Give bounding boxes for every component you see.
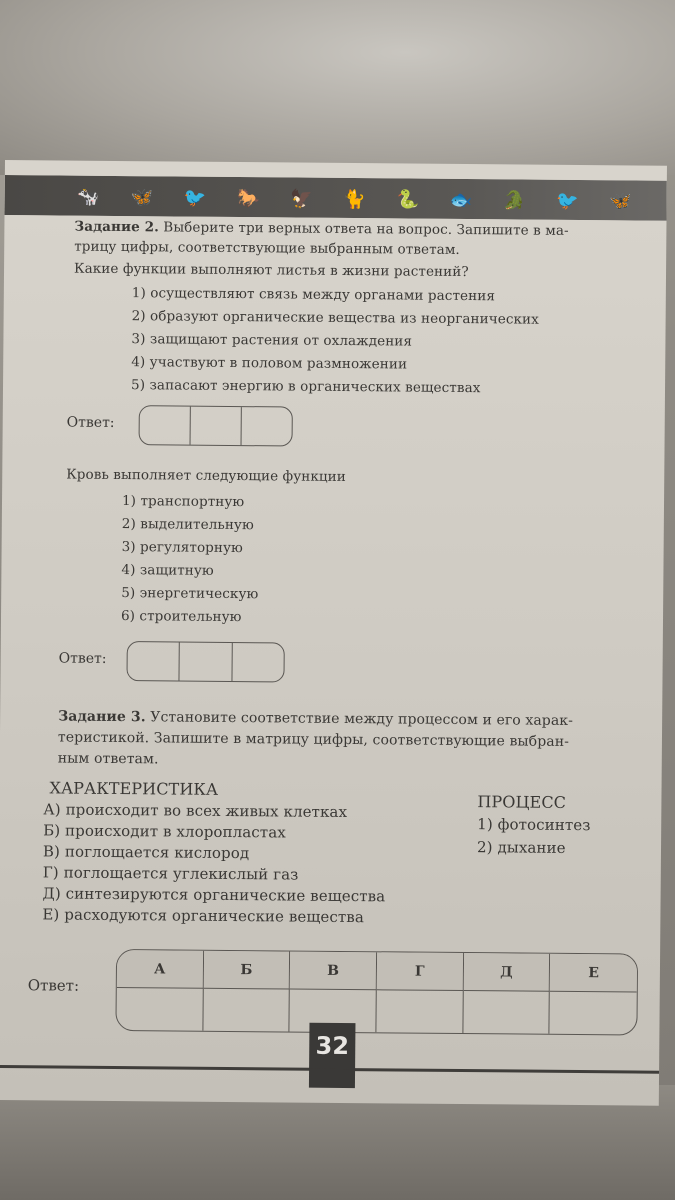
characteristic-b: Б) происходит в хлоропластах <box>43 821 286 842</box>
answer-cell-a[interactable] <box>116 988 203 1031</box>
answer-matrix-leaves[interactable] <box>139 405 293 446</box>
answer-label-task3: Ответ: <box>27 976 80 995</box>
answer-cell[interactable] <box>242 407 292 445</box>
answer-cell[interactable] <box>232 643 284 681</box>
butterfly-icon: 🦋 <box>130 186 154 208</box>
leaves-option-4: 4) участвуют в половом размножении <box>131 354 408 373</box>
blood-option-6: 6) строительную <box>120 608 242 626</box>
leaves-option-5: 5) запасают энергию в органических веществах <box>130 377 481 397</box>
answer-cell[interactable] <box>127 642 180 680</box>
page-content <box>0 160 667 1106</box>
blood-option-5: 5) энергетическую <box>121 585 259 603</box>
page-number-tab <box>309 1068 355 1088</box>
table-header-b: Б <box>203 951 290 990</box>
characteristic-e: Е) расходуются органические вещества <box>42 905 365 927</box>
answer-cell-b[interactable] <box>203 989 290 1032</box>
table-header-a: А <box>117 950 204 989</box>
fish-icon: 🐟 <box>449 189 473 211</box>
blood-option-4: 4) защитную <box>121 562 214 579</box>
task2-label: Задание 2. <box>74 218 160 236</box>
cow-icon: 🐄 <box>77 186 100 208</box>
background-fabric-top <box>0 0 675 175</box>
answer-table-task3 <box>115 949 638 1036</box>
task2-question-leaves: Какие функции выполняют листья в жизни растений? <box>73 260 469 281</box>
process-2: 2) дыхание <box>476 838 566 857</box>
blood-option-3: 3) регуляторную <box>121 539 244 557</box>
characteristic-d: Д) синтезируются органические вещества <box>42 884 386 906</box>
task2-question-blood: Кровь выполняет следующие функции <box>66 466 346 485</box>
characteristic-title: ХАРАКТЕРИСТИКА <box>49 778 219 799</box>
process-1: 1) фотосинтез <box>477 815 591 835</box>
characteristic-v: В) поглощается кислород <box>42 842 250 863</box>
cat-icon: 🐈 <box>343 188 366 210</box>
table-header-e: Е <box>550 954 637 993</box>
eagle-icon: 🦅 <box>290 187 313 210</box>
snake-icon: 🐍 <box>396 188 420 211</box>
task3-instruction-line3: ным ответам. <box>57 750 159 768</box>
answer-cell[interactable] <box>191 407 242 445</box>
page-number: 32 <box>309 1023 355 1069</box>
horse-icon: 🐎 <box>236 187 260 209</box>
blood-option-1: 1) транспортную <box>121 493 245 511</box>
task3-instruction: Установите соответствие между процессом и его харак- <box>150 709 574 729</box>
answer-matrix-blood[interactable] <box>126 641 284 682</box>
leaves-option-3: 3) защищают растения от охлаждения <box>131 331 413 350</box>
workbook-page <box>0 160 667 1106</box>
crocodile-icon: 🐊 <box>502 189 526 212</box>
table-header-d: Д <box>463 953 550 992</box>
answer-cell[interactable] <box>180 643 233 681</box>
task2-heading <box>74 219 568 239</box>
task2-instruction-line2: трицу цифры, соответствующие выбранным ответам. <box>74 238 460 258</box>
answer-label-leaves: Ответ: <box>66 414 115 431</box>
leaves-option-1: 1) осуществляют связь между органами растения <box>131 285 496 305</box>
bird-icon: 🐦 <box>183 187 207 209</box>
answer-cell-e[interactable] <box>550 992 637 1035</box>
answer-cell-g[interactable] <box>376 990 463 1033</box>
answer-cell[interactable] <box>140 406 191 444</box>
task3-instruction-line2: теристикой. Запишите в матрицу цифры, соответствующие выбран- <box>57 729 570 750</box>
blood-option-2: 2) выделительную <box>121 516 254 534</box>
leaves-option-2: 2) образуют органические вещества из неорганических <box>131 308 539 328</box>
table-header-g: Г <box>377 952 464 991</box>
table-header-v: В <box>290 952 377 991</box>
characteristic-g: Г) поглощается углекислый газ <box>42 863 299 884</box>
task3-label: Задание 3. <box>58 708 146 726</box>
characteristic-a: А) происходит во всех живых клетках <box>43 800 348 822</box>
answer-cell-d[interactable] <box>463 991 550 1034</box>
process-title: ПРОЦЕСС <box>477 792 567 812</box>
butterfly-icon: 🦋 <box>609 190 632 212</box>
answer-label-blood: Ответ: <box>58 650 107 667</box>
task2-instruction: Выберите три верных ответа на вопрос. Запишите в ма- <box>163 219 569 239</box>
bird-icon: 🐦 <box>556 190 579 212</box>
task3-heading <box>58 708 573 728</box>
